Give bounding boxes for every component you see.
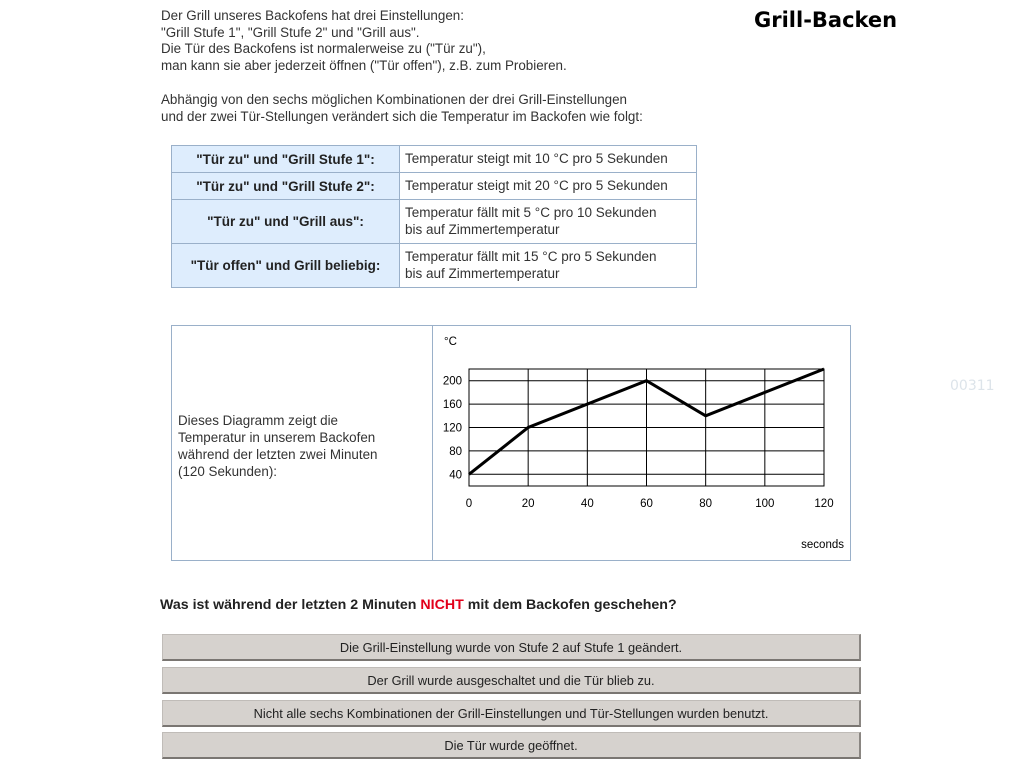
temperature-chart bbox=[434, 326, 850, 560]
watermark-code: 00311 bbox=[950, 378, 995, 394]
diagram-divider bbox=[432, 326, 433, 560]
effect-cell: Temperatur fällt mit 15 °C pro 5 Sekunden bis auf Zimmertemperatur bbox=[400, 244, 697, 288]
x-tick-label: 120 bbox=[814, 498, 834, 510]
y-axis-label: °C bbox=[444, 336, 457, 348]
intro-line: man kann sie aber jederzeit öffnen ("Tür offen"), z.B. zum Probieren. bbox=[161, 57, 567, 73]
temperature-rules-table bbox=[171, 145, 697, 288]
condition-cell: "Tür zu" und "Grill Stufe 1": bbox=[172, 146, 400, 173]
x-tick-label: 80 bbox=[699, 498, 713, 510]
table-row bbox=[172, 200, 697, 244]
effect-cell: Temperatur steigt mit 10 °C pro 5 Sekunden bbox=[400, 146, 697, 173]
x-tick-label: 20 bbox=[521, 498, 535, 510]
y-tick-label: 80 bbox=[449, 445, 462, 458]
table-row bbox=[172, 173, 697, 200]
intro-line: Die Tür des Backofens ist normalerweise zu ("Tür zu"), bbox=[161, 41, 486, 57]
intro-line: "Grill Stufe 1", "Grill Stufe 2" und "Grill aus". bbox=[161, 24, 420, 40]
table-row bbox=[172, 146, 697, 173]
condition-cell: "Tür zu" und "Grill aus": bbox=[172, 200, 400, 244]
table-row bbox=[172, 244, 697, 288]
y-tick-label: 200 bbox=[442, 375, 462, 388]
y-tick-label: 120 bbox=[442, 422, 462, 435]
intro-line: und der zwei Tür-Stellungen verändert sich die Temperatur im Backofen wie folgt: bbox=[161, 108, 643, 124]
x-tick-label: 40 bbox=[580, 498, 594, 510]
x-tick-label: 0 bbox=[465, 498, 473, 510]
answer-option-3[interactable]: Nicht alle sechs Kombinationen der Grill-Einstellungen und Tür-Stellungen wurden benutzt. bbox=[162, 700, 861, 727]
condition-cell: "Tür zu" und "Grill Stufe 2": bbox=[172, 173, 400, 200]
x-axis-label: seconds bbox=[801, 539, 844, 551]
y-tick-label: 160 bbox=[442, 399, 462, 412]
intro-line: Abhängig von den sechs möglichen Kombinationen der drei Grill-Einstellungen bbox=[161, 92, 627, 108]
intro-line: Der Grill unseres Backofens hat drei Einstellungen: bbox=[161, 8, 464, 23]
page-title: Grill-Backen bbox=[754, 8, 898, 32]
question-text: Was ist während der letzten 2 Minuten NICHT mit dem Backofen geschehen? bbox=[160, 597, 677, 613]
effect-cell: Temperatur fällt mit 5 °C pro 10 Sekunden bis auf Zimmertemperatur bbox=[400, 200, 697, 244]
x-tick-label: 100 bbox=[755, 498, 775, 510]
intro-text bbox=[161, 8, 643, 126]
condition-cell: "Tür offen" und Grill beliebig: bbox=[172, 244, 400, 288]
y-tick-label: 40 bbox=[449, 469, 462, 482]
answer-option-4[interactable]: Die Tür wurde geöffnet. bbox=[162, 732, 861, 759]
x-tick-label: 60 bbox=[640, 498, 653, 510]
effect-cell: Temperatur steigt mit 20 °C pro 5 Sekunden bbox=[400, 173, 697, 200]
question-highlight: NICHT bbox=[420, 597, 464, 613]
diagram-panel bbox=[171, 325, 851, 561]
answer-option-1[interactable]: Die Grill-Einstellung wurde von Stufe 2 auf Stufe 1 geändert. bbox=[162, 634, 861, 661]
answer-option-2[interactable]: Der Grill wurde ausgeschaltet und die Tür blieb zu. bbox=[162, 667, 861, 694]
diagram-description: Dieses Diagramm zeigt die Temperatur in unserem Backofen während der letzten zwei Minuten (120 Sekunden): bbox=[178, 413, 378, 479]
